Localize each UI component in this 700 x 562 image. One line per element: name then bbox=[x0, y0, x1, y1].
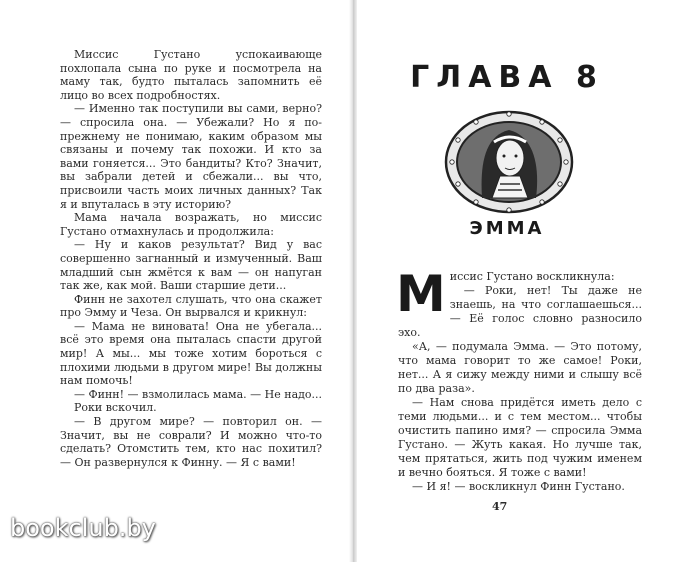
paragraph: — Роки, нет! Ты даже не знаешь, на что соглашаешься... — Её голос словно разносило эхо. bbox=[398, 284, 642, 339]
book-gutter bbox=[349, 0, 357, 562]
paragraph: — В другом мире? — повторил он. — Значит, вы не соврали? И можно что-то сделать? Отомстить тем, кто нас похитил? — Он развернулся к Финну. — Я с вами! bbox=[60, 415, 322, 469]
right-page-text bbox=[396, 265, 642, 494]
paragraph: — Финн! — взмолилась мама. — Не надо... bbox=[74, 387, 323, 401]
paragraph: «А, — подумала Эмма. — Это потому, что мама говорит то же самое! Роки, нет... А я сижу между ними и слышу всё по два раза». bbox=[398, 340, 642, 395]
chapter-portrait-illustration bbox=[444, 106, 574, 218]
chapter-title: ЭММА bbox=[469, 218, 545, 239]
paragraph: — Ну и каков результат? Вид у вас совершенно загнанный и измученный. Ваш младший сын жмётся к вам — он напуган так же, как мой. Ваши старшие дети... bbox=[60, 238, 322, 293]
paragraph: Роки вскочил. bbox=[74, 401, 157, 415]
paragraph: — И я! — воскликнул Финн Густано. bbox=[412, 480, 625, 493]
face bbox=[496, 140, 524, 176]
page-number: 47 bbox=[492, 500, 508, 513]
chapter-heading: ГЛАВА 8 bbox=[410, 60, 604, 95]
left-page-text bbox=[60, 48, 322, 488]
paragraph: — Нам снова придётся иметь дело с теми людьми... и с тем местом... чтобы очистить папино имя? — спросила Эмма Густано. — Жуть какая. Но лучше так, чем прятаться, жить под чужим именем и вечно бояться. Я тоже с вами! bbox=[398, 396, 642, 479]
paragraph: Мама начала возражать, но миссис Густано отмахнулась и продолжила: bbox=[60, 211, 322, 238]
first-paragraph-text: иссис Густано воскликнула: bbox=[449, 270, 615, 283]
paragraph: Миссис Густано успокаивающе похлопала сына по руке и посмотрела на маму так, будто пыталась запомнить её лицо во всех подробностях. bbox=[60, 48, 322, 102]
paragraph: Финн не захотел слушать, что она скажет про Эмму и Чеза. Он вырвался и крикнул: bbox=[60, 292, 322, 320]
paragraph: — Мама не виновата! Она не убегала... всё это время она пыталась спасти другой мир! А мы... мы тоже хотим бороться с плохими людьми в другом мире! Вы должны нам помочь! bbox=[60, 319, 322, 388]
site-watermark: bookclub.by bbox=[10, 514, 156, 542]
paragraph: — Именно так поступили вы сами, верно? — спросила она. — Убежали? Но я по-прежнему не понимаю, каким образом мы связаны и почему так похожи. И кто за вами гоняется... Это бандиты? Кто? Значит, вы забрали детей и сбежали... вы что, присвоили часть моих личных данных? Так я и впуталась в эту историю? bbox=[60, 102, 322, 211]
drop-cap: М bbox=[396, 265, 446, 323]
